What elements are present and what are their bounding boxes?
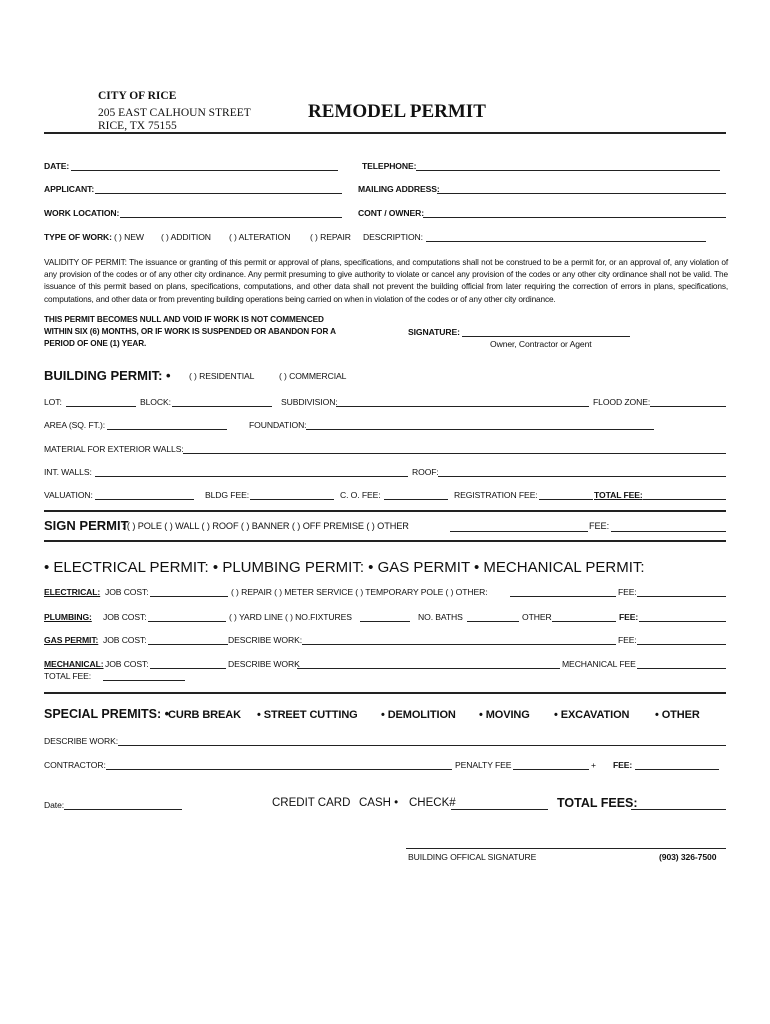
other-option[interactable]: • OTHER [655,709,700,721]
signature-field[interactable] [462,336,630,337]
electrical-fee-label: FEE: [618,587,637,597]
gas-fee-field[interactable] [637,644,726,645]
excavation-option[interactable]: • EXCAVATION [554,709,630,721]
null-void-line-2: WITHIN SIX (6) MONTHS, OR IF WORK IS SUSPENDED OR ABANDON FOR A [44,327,336,336]
sign-permit-title: SIGN PERMIT [44,518,129,533]
plumbing-baths-field[interactable] [467,621,519,622]
official-signature-label: BUILDING OFFICAL SIGNATURE [408,852,537,862]
contractor-field[interactable] [106,769,452,770]
null-void-line-3: PERIOD OF ONE (1) YEAR. [44,339,147,348]
material-field[interactable] [183,453,726,454]
foundation-label: FOUNDATION: [249,420,307,430]
type-repair-checkbox[interactable]: ( ) REPAIR [310,232,351,242]
area-label: AREA (SQ. FT.): [44,420,106,430]
mechanical-fee-label: MECHANICAL FEE [562,659,636,669]
street-cutting-option[interactable]: • STREET CUTTING [257,709,358,721]
electrical-cost-label: JOB COST: [105,587,149,597]
contractor-label: CONTRACTOR: [44,760,106,770]
type-of-work-label: TYPE OF WORK: [44,232,112,242]
plus-sign: + [591,760,596,770]
total-fees-field[interactable] [631,809,726,810]
description-field[interactable] [426,241,706,242]
trades-divider [44,692,726,694]
plumbing-cost-label: JOB COST: [103,612,147,622]
total-fee-label: TOTAL FEE: [594,490,643,500]
gas-describe-field[interactable] [302,644,616,645]
gas-cost-field[interactable] [148,644,228,645]
null-void-line-1: THIS PERMIT BECOMES NULL AND VOID IF WORK IS NOT COMMENCED [44,315,324,324]
signature-label: SIGNATURE: [408,327,460,337]
plumbing-fee-field[interactable] [639,621,726,622]
building-divider [44,510,726,512]
plumbing-other-label: OTHER [522,612,552,622]
mechanical-describe-label: DESCRIBE WORK [228,659,300,669]
date-label: DATE: [44,161,70,171]
check-option[interactable]: CHECK# [409,797,456,809]
plumbing-other-field[interactable] [552,621,616,622]
moving-option[interactable]: • MOVING [479,709,530,721]
total-fees-label: TOTAL FEES: [557,796,638,810]
plumbing-cost-field[interactable] [148,621,226,622]
mechanical-cost-label: JOB COST: [105,659,149,669]
roof-field[interactable] [438,476,726,477]
electrical-label: ELECTRICAL: [44,587,101,597]
valuation-field[interactable] [95,499,194,500]
flood-zone-field[interactable] [650,406,726,407]
electrical-options[interactable]: ( ) REPAIR ( ) METER SERVICE ( ) TEMPORARY POLE ( ) OTHER: [231,587,488,597]
plumbing-options[interactable]: ( ) YARD LINE ( ) NO.FIXTURES [229,612,352,622]
int-walls-label: INT. WALLS: [44,467,92,477]
curb-break-option[interactable]: CURB BREAK [168,709,241,721]
bldg-fee-label: BLDG FEE: [205,490,249,500]
sign-fee-field[interactable] [611,531,726,532]
lot-label: LOT: [44,397,62,407]
roof-label: ROOF: [412,467,439,477]
demolition-option[interactable]: • DEMOLITION [381,709,456,721]
registration-fee-label: REGISTRATION FEE: [454,490,538,500]
plumbing-baths-label: NO. BATHS [418,612,463,622]
total-fee-field[interactable] [643,499,726,500]
type-addition-checkbox[interactable]: ( ) ADDITION [161,232,211,242]
gas-describe-label: DESCRIBE WORK: [228,635,303,645]
special-describe-field[interactable] [118,745,726,746]
residential-checkbox[interactable]: ( ) RESIDENTIAL [189,371,255,381]
telephone-field[interactable] [416,170,720,171]
sign-other-field[interactable] [450,531,588,532]
trades-total-fee-label: TOTAL FEE: [44,671,92,681]
commercial-checkbox[interactable]: ( ) COMMERCIAL [279,371,347,381]
validity-paragraph: VALIDITY OF PERMIT: The issuance or granting of this permit or approval of plans, specifications, and computations shall not be construed to be a permit for, or an approval of, any violation of any provision of the codes or of any other city ordinance. Any permit presuming to give authority to violate or cancel any provision of the codes or any other city ordinance shall not be valid. The issuance of this permit based on plans, specifications, computations, and other data shall not prevent the building official from later requiring the correction of errors in plans, specifications, computations, and other data or from preventing building operations being carried on when in violation of the codes or of any other city ordinance. [44,257,728,304]
sign-options[interactable]: : ( ) POLE ( ) WALL ( ) ROOF ( ) BANNER ( ) OFF PREMISE ( ) OTHER [122,521,409,531]
footer-date-field[interactable] [64,809,182,810]
applicant-field[interactable] [95,193,342,194]
subdivision-label: SUBDIVISION: [281,397,338,407]
work-location-field[interactable] [120,217,342,218]
applicant-label: APPLICANT: [44,184,95,194]
credit-card-option[interactable]: CREDIT CARD [272,797,351,809]
telephone-label: TELEPHONE: [362,161,417,171]
cont-owner-label: CONT / OWNER: [358,208,425,218]
block-field[interactable] [172,406,272,407]
description-label: DESCRIPTION: [363,232,423,242]
plumbing-label: PLUMBING: [44,612,92,622]
special-permits-title: SPECIAL PREMITS: • [44,707,169,721]
office-phone: (903) 326-7500 [659,852,717,862]
footer-date-label: Date: [44,800,65,810]
subdivision-field[interactable] [336,406,589,407]
co-fee-field[interactable] [384,499,448,500]
co-fee-label: C. O. FEE: [340,490,381,500]
date-field[interactable] [71,170,338,171]
city-name: CITY OF RICE [98,90,177,102]
gas-fee-label: FEE: [618,635,637,645]
gas-permit-label: GAS PERMIT: [44,635,99,645]
gas-cost-label: JOB COST: [103,635,147,645]
sign-divider [44,540,726,542]
mechanical-fee-field[interactable] [637,668,726,669]
int-walls-field[interactable] [95,476,408,477]
registration-fee-field[interactable] [539,499,593,500]
header-divider [44,132,726,134]
mechanical-cost-field[interactable] [150,668,226,669]
bldg-fee-field[interactable] [250,499,334,500]
special-fee-label: FEE: [613,760,633,770]
mailing-address-label: MAILING ADDRESS: [358,184,440,194]
special-fee-field[interactable] [635,769,719,770]
block-label: BLOCK: [140,397,171,407]
penalty-fee-label: PENALTY FEE [455,760,512,770]
mechanical-label: MECHANICAL: [44,659,104,669]
electrical-other-field[interactable] [510,596,616,597]
city-state-zip: RICE, TX 75155 [98,120,177,132]
type-alteration-checkbox[interactable]: ( ) ALTERATION [229,232,291,242]
permit-title: REMODEL PERMIT [308,101,486,122]
work-location-label: WORK LOCATION: [44,208,120,218]
city-street: 205 EAST CALHOUN STREET [98,107,251,119]
signature-caption: Owner, Contractor or Agent [490,339,592,349]
mailing-address-field[interactable] [437,193,726,194]
trades-total-fee-field[interactable] [103,680,185,681]
special-describe-label: DESCRIBE WORK: [44,736,119,746]
plumbing-fixtures-field[interactable] [360,621,410,622]
valuation-label: VALUATION: [44,490,93,500]
check-number-field[interactable] [451,809,548,810]
building-permit-title: BUILDING PERMIT: • [44,368,171,383]
cont-owner-field[interactable] [423,217,726,218]
foundation-field[interactable] [306,429,654,430]
mechanical-describe-field[interactable] [297,668,560,669]
electrical-fee-field[interactable] [637,596,726,597]
flood-zone-label: FLOOD ZONE: [593,397,651,407]
material-label: MATERIAL FOR EXTERIOR WALLS: [44,444,184,454]
type-new-checkbox[interactable]: ( ) NEW [114,232,144,242]
official-signature-field[interactable] [406,848,726,849]
sign-fee-label: FEE: [589,521,610,531]
area-field[interactable] [107,429,227,430]
cash-option[interactable]: CASH • [359,797,399,809]
lot-field[interactable] [66,406,136,407]
electrical-cost-field[interactable] [150,596,228,597]
trade-permits-heading: • ELECTRICAL PERMIT: • PLUMBING PERMIT: • GAS PERMIT • MECHANICAL PERMIT: [44,559,645,576]
penalty-fee-field[interactable] [513,769,589,770]
plumbing-fee-label: FEE: [619,612,639,622]
